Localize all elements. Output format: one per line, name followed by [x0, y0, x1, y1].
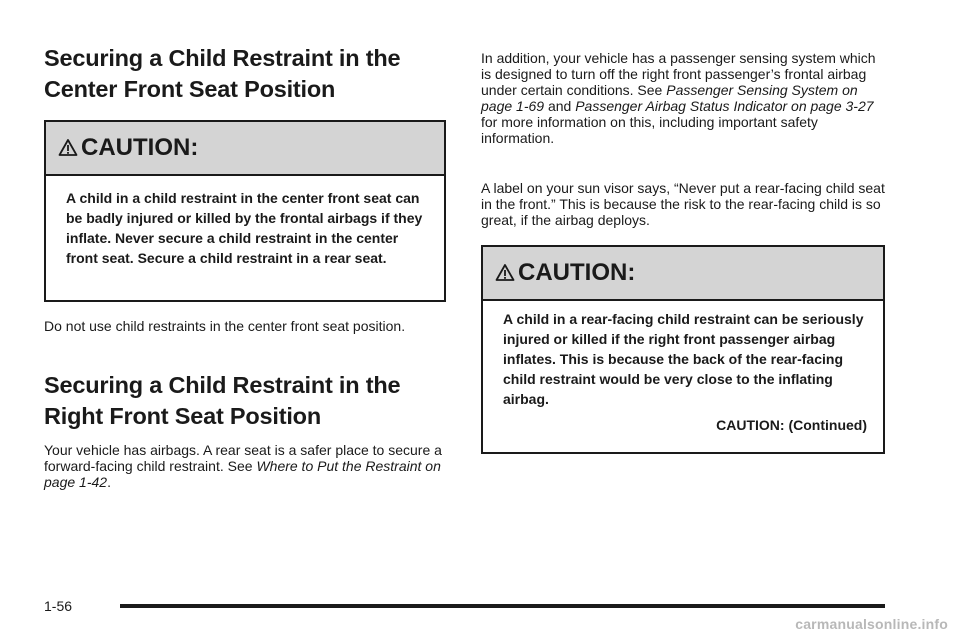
- section-title-center-front: [44, 43, 446, 105]
- paragraph-airbags: [44, 442, 446, 490]
- page-reference-link[interactable]: Passenger Airbag Status Indicator on page 3-27: [575, 98, 874, 114]
- caution-header: [46, 122, 444, 176]
- caution-continued: CAUTION: (Continued): [716, 417, 867, 433]
- caution-title: CAUTION:: [518, 259, 636, 286]
- caution-box-center-front: [44, 120, 446, 302]
- page-reference-link[interactable]: Passenger Sensing System on page 1-69: [481, 82, 858, 114]
- paragraph-sun-visor-label: A label on your sun visor says, “Never put a rear-facing child seat in the front.” This is because the risk to the rear-facing child is so great, if the airbag deploys.: [481, 180, 885, 228]
- body-text: for more information on this, including important safety information.: [481, 114, 818, 146]
- section-title-line: Center Front Seat Position: [44, 76, 336, 102]
- caution-text: A child in a child restraint in the center front seat can be badly injured or killed by the frontal airbags if they inflate. Never secure a child restraint in the center front seat. Secure a child restraint in a rear seat.: [66, 190, 423, 266]
- paragraph-center-seat: Do not use child restraints in the center front seat position.: [44, 318, 406, 334]
- section-title-line: Right Front Seat Position: [44, 403, 321, 429]
- body-text: and: [544, 98, 576, 114]
- caution-title: CAUTION:: [81, 134, 199, 161]
- watermark: carmanualsonline.info: [795, 616, 948, 632]
- caution-box-rear-facing: [481, 245, 885, 454]
- caution-text: [483, 301, 883, 449]
- warning-triangle-icon: [495, 263, 515, 283]
- caution-message: A child in a rear-facing child restraint can be seriously injured or killed if the right front passenger airbag inflates. This is because the back of the rear-facing child restraint would be very close to the inflating airbag.: [503, 311, 864, 407]
- body-text: Your vehicle has airbags. A rear seat is a safer place to secure a forward-facing child restraint. See: [44, 442, 442, 474]
- page-number: 1-56: [44, 598, 73, 614]
- caution-header: [483, 247, 883, 301]
- warning-triangle-icon: [58, 138, 78, 158]
- section-title-line: Securing a Child Restraint in the: [44, 45, 401, 71]
- page-reference-link[interactable]: Where to Put the Restraint on page 1-42: [44, 458, 441, 490]
- paragraph-passenger-sensing: [481, 50, 885, 146]
- section-title-line: Securing a Child Restraint in the: [44, 372, 401, 398]
- body-text: .: [107, 474, 111, 490]
- footer-rule: [120, 604, 885, 608]
- body-text: In addition, your vehicle has a passenger sensing system which is designed to turn off the right front passenger’s frontal airbag under certain conditions. See: [481, 50, 876, 98]
- section-title-right-front: [44, 370, 446, 432]
